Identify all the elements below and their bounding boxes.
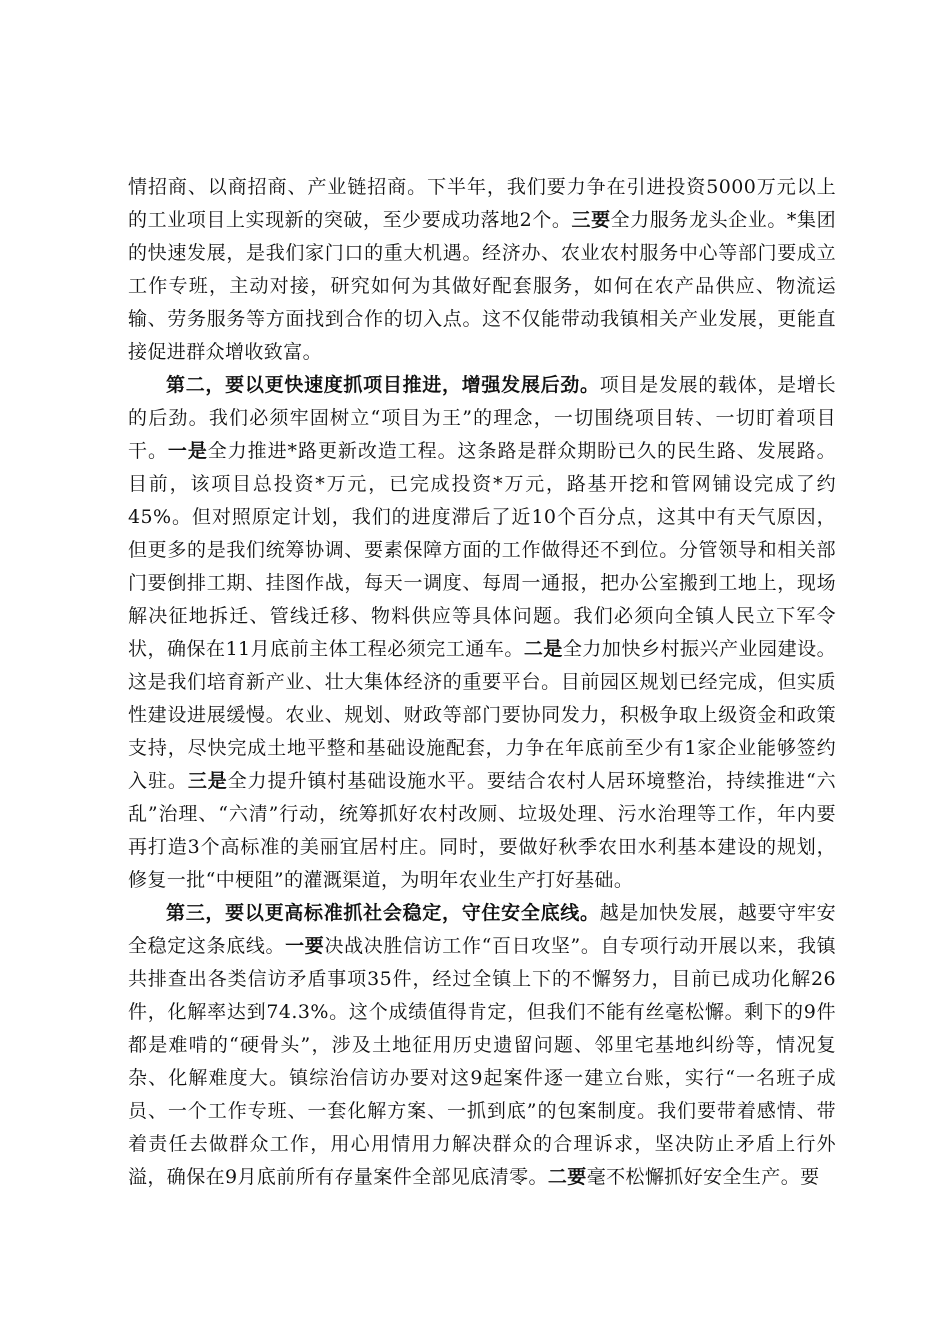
bold-marker: 二是 xyxy=(523,638,563,660)
section-heading: 第三，要以更高标准抓社会稳定，守住安全底线。 xyxy=(166,902,600,924)
text-run: 毫不松懈抓好安全生产。要 xyxy=(586,1166,820,1188)
document-body xyxy=(128,171,836,1194)
text-run: 全力加快乡村振兴产业园建设。这是我们培育新产业、壮大集体经济的重要平台。目前园区规划已经完成，但实质性建设进展缓慢。农业、规划、财政等部门要协同发力，积极争取上级资金和政策支持，尽快完成土地平整和基础设施配套，力争在年底前至少有1家企业能够签约入驻。 xyxy=(128,638,836,792)
text-run: 情招商、以商招商、产业链招商。下半年，我们要力争在引进投资5000万元以上的工业项目上实现新的突破，至少要成功落地2个。 xyxy=(128,176,836,231)
paragraph-project-promotion xyxy=(128,369,836,897)
text-run: 全力推进*路更新改造工程。这条路是群众期盼已久的民生路、发展路。目前，该项目总投资*万元，已完成投资*万元，路基开挖和管网铺设完成了约45%。但对照原定计划，我们的进度滞后了近10个百分点，这其中有天气原因，但更多的是我们统筹协调、要素保障方面的工作做得还不到位。分管领导和相关部门要倒排工期、挂图作战，每天一调度、每周一通报，把办公室搬到工地上，现场解决征地拆迁、管线迁移、物料供应等具体问题。我们必须向全镇人民立下军令状，确保在11月底前主体工程必须完工通车。 xyxy=(128,440,836,660)
text-run: 全力提升镇村基础设施水平。要结合农村人居环境整治，持续推进“六乱”治理、“六清”行动，统筹抓好农村改厕、垃圾处理、污水治理等工作，年内要再打造3个高标准的美丽宜居村庄。同时，要做好秋季农田水利基本建设的规划，修复一批“中梗阻”的灌溉渠道，为明年农业生产打好基础。 xyxy=(128,770,836,891)
paragraph-investment-continued xyxy=(128,171,836,369)
bold-marker: 二要 xyxy=(547,1166,587,1188)
text-run: 全力服务龙头企业。*集团的快速发展，是我们家门口的重大机遇。经济办、农业农村服务中心等部门要成立工作专班，主动对接，研究如何为其做好配套服务，如何在农产品供应、物流运输、劳务服务等方面找到合作的切入点。这不仅能带动我镇相关产业发展，更能直接促进群众增收致富。 xyxy=(128,209,836,363)
bold-marker: 一要 xyxy=(285,935,325,957)
bold-marker: 三要 xyxy=(571,209,611,231)
paragraph-social-stability xyxy=(128,897,836,1194)
section-heading: 第二，要以更快速度抓项目推进，增强发展后劲。 xyxy=(166,374,600,396)
text-run: 决战决胜信访工作“百日攻坚”。自专项行动开展以来，我镇共排查出各类信访矛盾事项35件，经过全镇上下的不懈努力，目前已成功化解26件，化解率达到74.3%。这个成绩值得肯定，但我们不能有丝毫松懈。剩下的9件都是难啃的“硬骨头”，涉及土地征用历史遗留问题、邻里宅基地纠纷等，情况复杂、化解难度大。镇综治信访办要对这9起案件逐一建立台账，实行“一名班子成员、一个工作专班、一套化解方案、一抓到底”的包案制度。我们要带着感情、带着责任去做群众工作，用心用情用力解决群众的合理诉求，坚决防止矛盾上行外溢，确保在9月底前所有存量案件全部见底清零。 xyxy=(128,935,837,1188)
text-run: 越是加快发展，越要守牢安全稳定这条底线。 xyxy=(128,902,836,957)
bold-marker: 一是 xyxy=(167,440,208,462)
text-run: 项目是发展的载体，是增长的后劲。我们必须牢固树立“项目为王”的理念，一切围绕项目转、一切盯着项目干。 xyxy=(128,374,836,462)
bold-marker: 三是 xyxy=(187,770,228,792)
